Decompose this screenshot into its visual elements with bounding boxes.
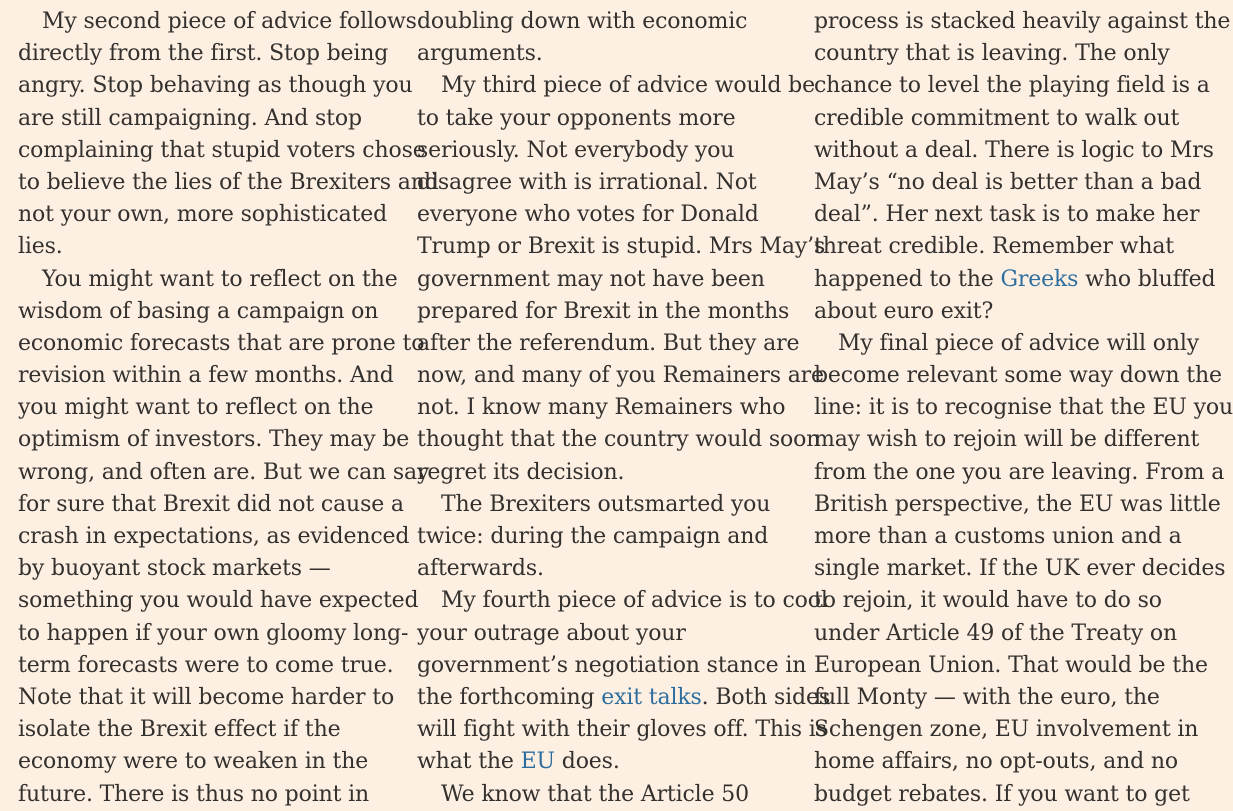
text-line: [18, 199, 439, 231]
text-segment: revision within a few months. And: [18, 363, 394, 389]
text-segment: become relevant some way down the: [814, 363, 1222, 389]
text-line: [417, 489, 830, 521]
text-line: [417, 6, 830, 38]
text-line: [814, 553, 1233, 585]
text-segment: after the referendum. But they are: [417, 330, 800, 356]
text-segment: Trump or Brexit is stupid. Mrs May’s: [417, 234, 826, 260]
text-line: [814, 682, 1233, 714]
text-segment: My third piece of advice would be: [441, 73, 815, 99]
text-line: [814, 489, 1233, 521]
text-segment: without a deal. There is logic to Mrs: [814, 137, 1214, 163]
article-column-2: [417, 6, 830, 811]
text-segment: lies.: [18, 234, 63, 260]
text-segment: arguments.: [417, 41, 543, 67]
text-line: [417, 424, 830, 456]
text-line: [18, 38, 439, 70]
text-segment: afterwards.: [417, 556, 544, 582]
text-line: [814, 6, 1233, 38]
text-segment: country that is leaving. The only: [814, 41, 1170, 67]
text-segment: May’s “no deal is better than a bad: [814, 169, 1202, 195]
text-segment: from the one you are leaving. From a: [814, 459, 1225, 485]
text-line: [417, 585, 830, 617]
text-segment: You might want to reflect on the: [42, 266, 398, 292]
inline-link[interactable]: EU: [520, 749, 555, 775]
text-line: [18, 650, 439, 682]
text-line: [18, 682, 439, 714]
text-segment: twice: during the campaign and: [417, 524, 769, 549]
text-line: [814, 70, 1233, 102]
text-segment: to rejoin, it would have to do so: [814, 588, 1162, 614]
text-line: [814, 135, 1233, 167]
text-segment: happened to the: [814, 266, 1001, 292]
text-line: [18, 135, 439, 167]
text-segment: angry. Stop behaving as though you: [18, 73, 413, 99]
text-line: [18, 360, 439, 392]
text-segment: We know that the Article 50: [441, 781, 749, 807]
text-segment: to happen if your own gloomy long-: [18, 620, 409, 646]
text-line: [417, 199, 830, 231]
text-segment: under Article 49 of the Treaty on: [814, 620, 1178, 646]
text-segment: . Both sides: [701, 684, 830, 710]
text-line: [18, 231, 439, 263]
text-segment: does.: [554, 749, 620, 775]
text-line: [18, 296, 439, 328]
text-segment: full Monty — with the euro, the: [814, 684, 1160, 710]
text-segment: regret its decision.: [417, 459, 625, 485]
text-line: [417, 360, 830, 392]
text-segment: by buoyant stock markets —: [18, 556, 331, 582]
text-line: [417, 746, 830, 778]
text-segment: who bluffed: [1078, 266, 1216, 292]
text-line: [417, 779, 830, 811]
text-line: [814, 746, 1233, 778]
text-segment: optimism of investors. They may be: [18, 427, 410, 453]
text-line: [417, 682, 830, 714]
text-segment: wrong, and often are. But we can say: [18, 459, 430, 485]
text-segment: European Union. That would be the: [814, 652, 1208, 678]
text-line: [417, 135, 830, 167]
text-line: [417, 521, 830, 553]
text-line: [814, 328, 1233, 360]
text-segment: doubling down with economic: [417, 9, 748, 34]
text-line: [18, 167, 439, 199]
text-segment: are still campaigning. And stop: [18, 105, 362, 131]
text-line: [18, 70, 439, 102]
text-segment: economy were to weaken in the: [18, 749, 369, 775]
text-line: [814, 167, 1233, 199]
inline-link[interactable]: Greeks: [1000, 266, 1079, 292]
text-segment: prepared for Brexit in the months: [417, 298, 790, 324]
text-line: [814, 231, 1233, 263]
article-column-3: [814, 6, 1233, 811]
text-line: [18, 618, 439, 650]
text-line: [18, 392, 439, 424]
text-line: [18, 714, 439, 746]
text-segment: government may not have been: [417, 266, 765, 292]
text-segment: will fight with their gloves off. This is: [417, 717, 827, 743]
text-line: [417, 553, 830, 585]
text-line: [417, 103, 830, 135]
text-line: [18, 328, 439, 360]
text-segment: My second piece of advice follows: [42, 9, 417, 34]
text-line: [18, 424, 439, 456]
text-line: [18, 779, 439, 811]
text-line: [18, 264, 439, 296]
text-line: [814, 585, 1233, 617]
text-segment: directly from the first. Stop being: [18, 41, 389, 67]
text-segment: economic forecasts that are prone to: [18, 330, 425, 356]
text-segment: process is stacked heavily against the: [814, 9, 1231, 34]
text-line: [18, 553, 439, 585]
text-line: [417, 296, 830, 328]
text-line: [417, 392, 830, 424]
text-segment: not. I know many Remainers who: [417, 395, 786, 421]
text-segment: single market. If the UK ever decides: [814, 556, 1226, 582]
text-segment: home affairs, no opt-outs, and no: [814, 749, 1179, 775]
text-segment: may wish to rejoin will be different: [814, 427, 1200, 453]
text-line: [814, 779, 1233, 811]
text-line: [814, 296, 1233, 328]
text-segment: British perspective, the EU was little: [814, 491, 1221, 517]
text-segment: something you would have expected: [18, 588, 419, 614]
text-line: [417, 457, 830, 489]
text-segment: complaining that stupid voters chose: [18, 137, 426, 163]
text-segment: your outrage about your: [417, 620, 686, 646]
text-segment: isolate the Brexit effect if the: [18, 717, 341, 743]
text-line: [814, 199, 1233, 231]
text-line: [814, 650, 1233, 682]
text-line: [18, 585, 439, 617]
text-line: [814, 618, 1233, 650]
text-line: [417, 328, 830, 360]
text-line: [18, 489, 439, 521]
text-segment: for sure that Brexit did not cause a: [18, 491, 404, 517]
text-segment: credible commitment to walk out: [814, 105, 1180, 131]
text-line: [18, 746, 439, 778]
text-segment: future. There is thus no point in: [18, 781, 370, 807]
text-segment: to take your opponents more: [417, 105, 736, 131]
text-segment: now, and many of you Remainers are: [417, 363, 824, 389]
text-segment: budget rebates. If you want to get: [814, 781, 1190, 807]
text-line: [417, 70, 830, 102]
text-line: [814, 103, 1233, 135]
article-column-1: [18, 6, 439, 811]
text-segment: more than a customs union and a: [814, 524, 1182, 549]
text-segment: everyone who votes for Donald: [417, 202, 759, 228]
text-segment: wisdom of basing a campaign on: [18, 298, 379, 324]
text-line: [417, 231, 830, 263]
text-segment: crash in expectations, as evidenced: [18, 524, 410, 549]
text-segment: line: it is to recognise that the EU you: [814, 395, 1233, 421]
text-segment: deal”. Her next task is to make her: [814, 202, 1200, 228]
text-segment: thought that the country would soon: [417, 427, 821, 453]
text-line: [417, 167, 830, 199]
text-segment: to believe the lies of the Brexiters and: [18, 169, 439, 195]
text-segment: the forthcoming: [417, 684, 602, 710]
text-segment: threat credible. Remember what: [814, 234, 1174, 260]
text-segment: My final piece of advice will only: [838, 330, 1200, 356]
text-line: [18, 103, 439, 135]
text-line: [814, 360, 1233, 392]
text-segment: Note that it will become harder to: [18, 684, 395, 710]
text-line: [814, 457, 1233, 489]
text-segment: My fourth piece of advice is to cool: [441, 588, 828, 614]
text-line: [18, 457, 439, 489]
text-line: [814, 521, 1233, 553]
text-line: [814, 714, 1233, 746]
text-line: [417, 714, 830, 746]
text-segment: what the: [417, 749, 521, 775]
text-line: [814, 264, 1233, 296]
text-line: [417, 38, 830, 70]
text-line: [814, 38, 1233, 70]
text-line: [814, 392, 1233, 424]
text-segment: about euro exit?: [814, 298, 994, 324]
text-segment: disagree with is irrational. Not: [417, 169, 757, 195]
text-segment: Schengen zone, EU involvement in: [814, 717, 1199, 743]
text-segment: chance to level the playing field is a: [814, 73, 1210, 99]
text-line: [18, 521, 439, 553]
text-segment: government’s negotiation stance in: [417, 652, 807, 678]
text-line: [814, 424, 1233, 456]
text-segment: not your own, more sophisticated: [18, 202, 388, 228]
text-segment: you might want to reflect on the: [18, 395, 374, 421]
text-line: [417, 650, 830, 682]
text-segment: term forecasts were to come true.: [18, 652, 394, 678]
text-segment: The Brexiters outsmarted you: [441, 491, 771, 517]
inline-link[interactable]: exit talks: [601, 684, 702, 710]
text-segment: seriously. Not everybody you: [417, 137, 735, 163]
text-line: [18, 6, 439, 38]
text-line: [417, 264, 830, 296]
text-line: [417, 618, 830, 650]
